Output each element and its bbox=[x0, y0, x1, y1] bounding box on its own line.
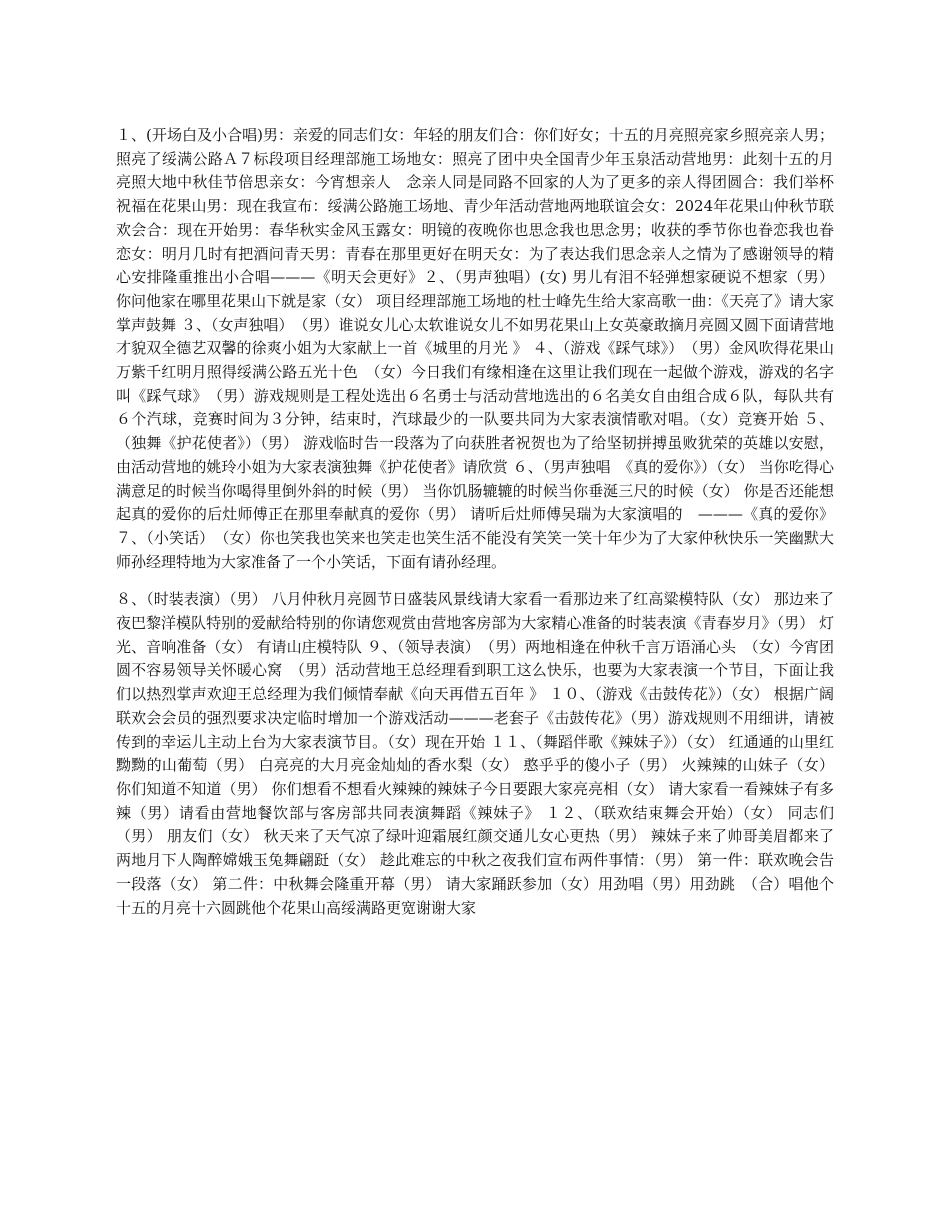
paragraph-program-part-1: １、(开场白及小合唱)男：亲爱的同志们女：年轻的朋友们合：你们好女；十五的月亮照亮家乡照亮亲人男；照亮了绥满公路Ａ７标段项目经理部施工场地女：照亮了团中央全国青少年玉泉活动营地男：此刻十五的月亮照大地中秋佳节倍思亲女：今宵想亲人 念亲人同是同路不回家的人为了更多的亲人得团圆合：我们举杯祝福在花果山男：现在我宣布：绥满公路施工场地、青少年活动营地两地联谊会女：2024年花果山仲秋节联欢会合：现在开始男：春华秋实金风玉露女：明镜的夜晚你也思念我也思念男；收获的季节你也眷恋我也眷恋女：明月几时有把酒问青天男：青春在那里更好在明天女：为了表达我们思念亲人之情为了感谢领导的精心安排隆重推出小合唱———《明天会更好》２、（男声独唱）(女) 男儿有泪不轻弹想家硬说不想家（男） 你问他家在哪里花果山下就是家（女） 项目经理部施工场地的杜士峰先生给大家高歌一曲：《天亮了》请大家掌声鼓舞 ３、（女声独唱） （男）谁说女儿心太软谁说女儿不如男花果山上女英豪敢摘月亮圆又圆下面请营地才貌双全德艺双馨的徐爽小姐为大家献上一首《城里的月光 》 ４、（游戏《踩气球》） （男）金风吹得花果山万紫千红明月照得绥满公路五光十色 （女）今日我们有缘相逢在这里让我们现在一起做个游戏，游戏的名字叫《踩气球》 （男）游戏规则是工程处选出６名勇士与活动营地选出的６名美女自由组合成６队，每队共有６个汽球，竞赛时间为３分钟，结束时，汽球最少的一队要共同为大家表演情歌对唱。（女）竞赛开始 ５、（独舞《护花使者》）（男） 游戏临时告一段落为了向获胜者祝贺也为了给坚韧拼搏虽败犹荣的英雄以安慰，由活动营地的姚玲小姐为大家表演独舞《护花使者》请欣赏 ６、（男声独唱 《真的爱你》）（女） 当你吃得心满意足的时候当你喝得里倒外斜的时候（男） 当你饥肠辘辘的时候当你垂涎三尺的时候（女） 你是否还能想起真的爱你的后灶师傅正在那里奉献真的爱你（男） 请听后灶师傅吴瑞为大家演唱的 ———《真的爱你》 ７、（小笑话） （女）你也笑我也笑来也笑走也笑生活不能没有笑笑一笑十年少为了大家仲秋快乐一笑幽默大师孙经理特地为大家准备了一个小笑话，下面有请孙经理。 bbox=[116, 126, 834, 571]
paragraph-program-part-2: ８、（时装表演）（男） 八月仲秋月亮圆节日盛装风景线请大家看一看那边来了红高粱模特队（女） 那边来了夜巴黎洋模队特别的爱献给特别的你请您观赏由营地客房部为大家精心准备的时装表演《青春岁月》（男） 灯光、音响准备（女） 有请山庄模特队 ９、（领导表演） （男）两地相逢在仲秋千言万语涌心头 （女）今宵团圆不容易领导关怀暖心窝 （男）活动营地王总经理看到职工这么快乐，也要为大家表演一个节目，下面让我们以热烈掌声欢迎王总经理为我们倾情奉献《向天再借五百年 》 １０、（游戏《击鼓传花》）（女） 根据广阔联欢会会员的强烈要求决定临时增加一个游戏活动———老套子《击鼓传花》（男）游戏规则不用细讲，请被传到的幸运儿主动上台为大家表演节目。（女）现在开始 １１、（舞蹈伴歌《辣妹子》）（女） 红通通的山里红黝黝的山葡萄（男） 白亮亮的大月亮金灿灿的香水梨（女） 憨乎乎的傻小子（男） 火辣辣的山妹子（女） 你们知道不知道（男） 你们想看不想看火辣辣的辣妹子今日要跟大家亮亮相（女） 请大家看一看辣妹子有多辣（男）请看由营地餐饮部与客房部共同表演舞蹈《辣妹子》 １２、（联欢结束舞会开始）（女） 同志们（男） 朋友们（女） 秋天来了天气凉了绿叶迎霜展红颜交通儿女心更热（男） 辣妹子来了帅哥美眉都来了两地月下人陶醉嫦娥玉兔舞翩跹（女） 趁此难忘的中秋之夜我们宣布两件事情：（男） 第一件：联欢晚会告一段落（女） 第二件：中秋舞会隆重开幕（男） 请大家踊跃参加（女）用劲唱（男）用劲跳 （合）唱他个十五的月亮十六圆跳他个花果山高绥满路更宽谢谢大家 bbox=[116, 590, 834, 917]
document-body bbox=[116, 124, 834, 934]
